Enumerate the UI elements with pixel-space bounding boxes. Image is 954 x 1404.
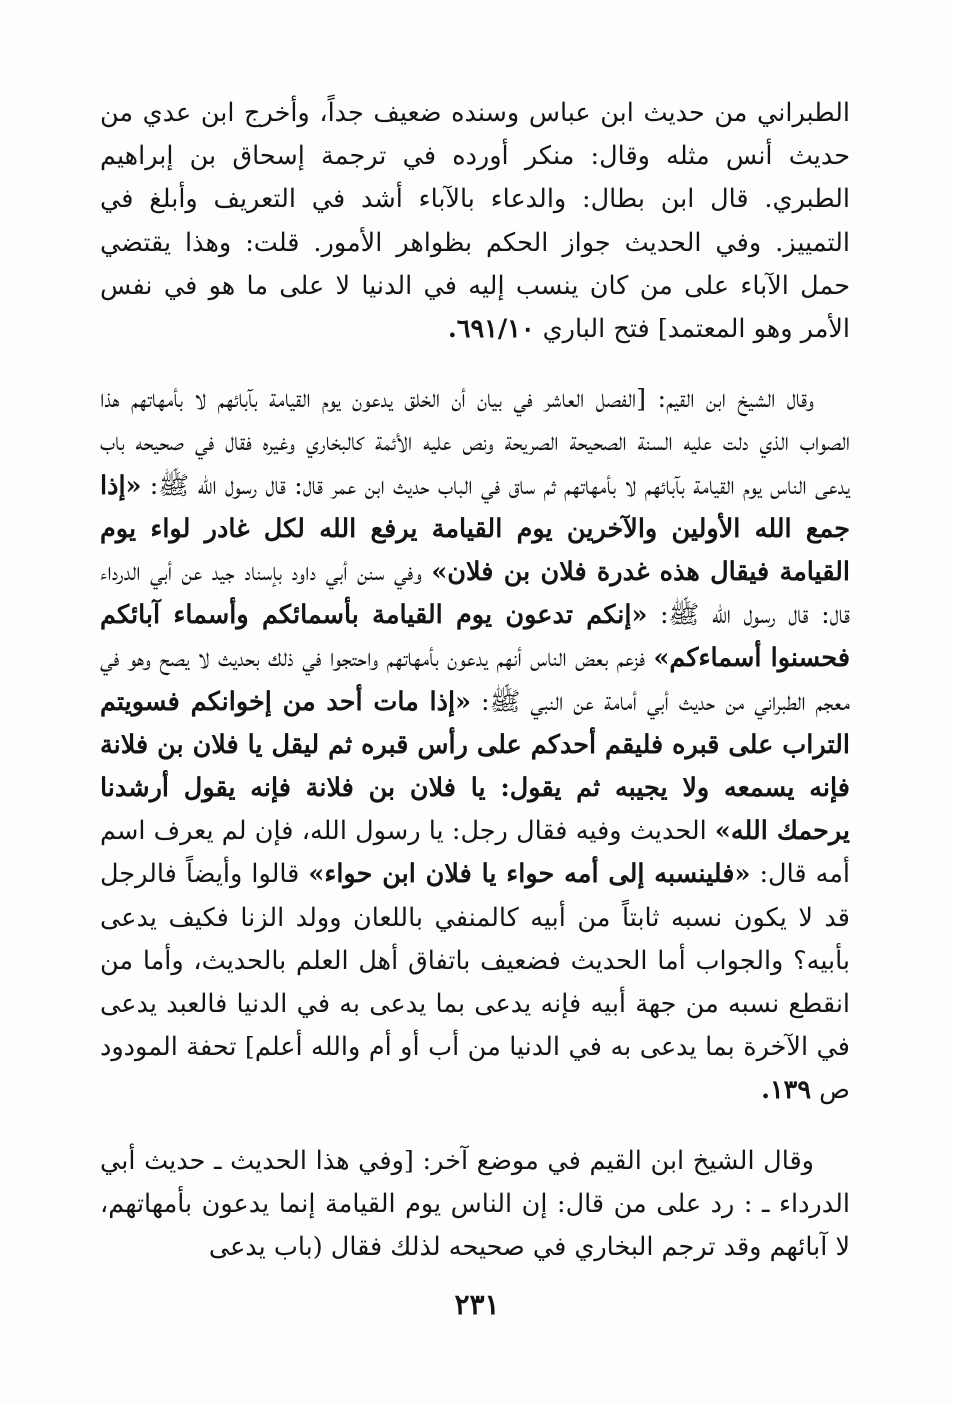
text-segment: وفي سنن أبي داود بإسناد جيد عن أبي الدرداء قال: قال رسول الله ﷺ: [100, 557, 850, 631]
text-segment: وقال الشيخ ابن القيم: [الفصل العاشر في بيان أن الخلق يدعون يوم القيامة بآبائهم لا بأمهاتهم هذا الصواب الذي دلت عليه السنة الصحيحة الصريحة ونص عليه الأئمة كالبخاري وغيره فقال في صحيحه باب يدعى الناس يوم القيامة بآبائهم لا بأمهاتهم ثم ساق في الباب حديث ابن عمر قال: قال رسول الله ﷺ: [100, 384, 850, 501]
paragraph-3 [100, 1140, 850, 1270]
paragraph-1 [100, 92, 850, 351]
text-segment: الطبراني من حديث ابن عباس وسنده ضعيف جداً، وأخرج ابن عدي من حديث أنس مثله وقال: منكر أورده في ترجمة إسحاق بن إبراهيم الطبري. قال ابن بطال: والدعاء بالآباء أشد في التعريف وأبلغ في التمييز. وفي الحديث جواز الحكم بظواهر الأمور. قلت: وهذا يقتضي حمل الآباء على من كان ينسب إليه في الدنيا لا على ما هو في نفس الأمر وهو المعتمد] فتح الباري [100, 98, 850, 345]
hadith-quote: «إذا مات أحد من إخوانكم فسويتم التراب على قبره فليقم أحدكم على رأس قبره ثم ليقل يا فلان بن فلانة فإنه يسمعه ولا يجيبه ثم يقول: يا فلان بن فلانة فإنه يقول أرشدنا يرحمك الله» [100, 686, 851, 847]
page-body [100, 92, 850, 1269]
text-segment: قالوا وأيضاً فالرجل قد لا يكون نسبه ثابتاً من أبيه كالمنفي باللعان وولد الزنا فكيف يدعى بأبيه؟ والجواب أما الحديث فضعيف باتفاق أهل العلم بالحديث، وأما من انقطع نسبه من جهة أبيه فإنه يدعى بما يدعى به في الدنيا فالعبد يدعى في الآخرة بما يدعى به في الدنيا من أب أو أم والله أعلم] تحفة المودود ص [100, 859, 850, 1106]
text-segment-bold: ١٣٩. [761, 1075, 812, 1106]
text-segment: الحديث وفيه فقال رجل: يا رسول الله، فإن لم يعرف اسم أمه قال: [100, 816, 850, 890]
text-segment: فزعم بعض الناس أنهم يدعون بأمهاتهم واحتجوا في ذلك بحديث لا يصح وهو في معجم الطبراني من حديث أبي أمامة عن النبي ﷺ: [100, 643, 850, 717]
paragraph-gap [100, 1113, 850, 1140]
page-number: ٢٣١ [454, 1288, 500, 1321]
hadith-quote: «إنكم تدعون يوم القيامة بأسمائكم وأسماء آبائكم فحسنوا أسماءكم» [100, 600, 851, 674]
hadith-quote: «إذا جمع الله الأولين والآخرين يوم القيامة يرفع الله لكل غادر لواء يوم القيامة فيقال هذه غدرة فلان بن فلان» [100, 470, 850, 588]
text-segment-bold: ٦٩١/١٠. [447, 314, 535, 345]
hadith-quote: «فلينسبه إلى أمه حواء يا فلان ابن حواء» [308, 859, 751, 890]
paragraph-2 [100, 378, 850, 1112]
text-segment: وقال الشيخ ابن القيم في موضع آخر: [وفي هذا الحديث ـ حديث أبي الدرداء ـ : رد على من قال: إن الناس يوم القيامة إنما يدعون بأمهاتهم، لا آبائهم وقد ترجم البخاري في صحيحه لذلك فقال (باب يدعى [100, 1145, 850, 1263]
paragraph-gap [100, 351, 850, 378]
